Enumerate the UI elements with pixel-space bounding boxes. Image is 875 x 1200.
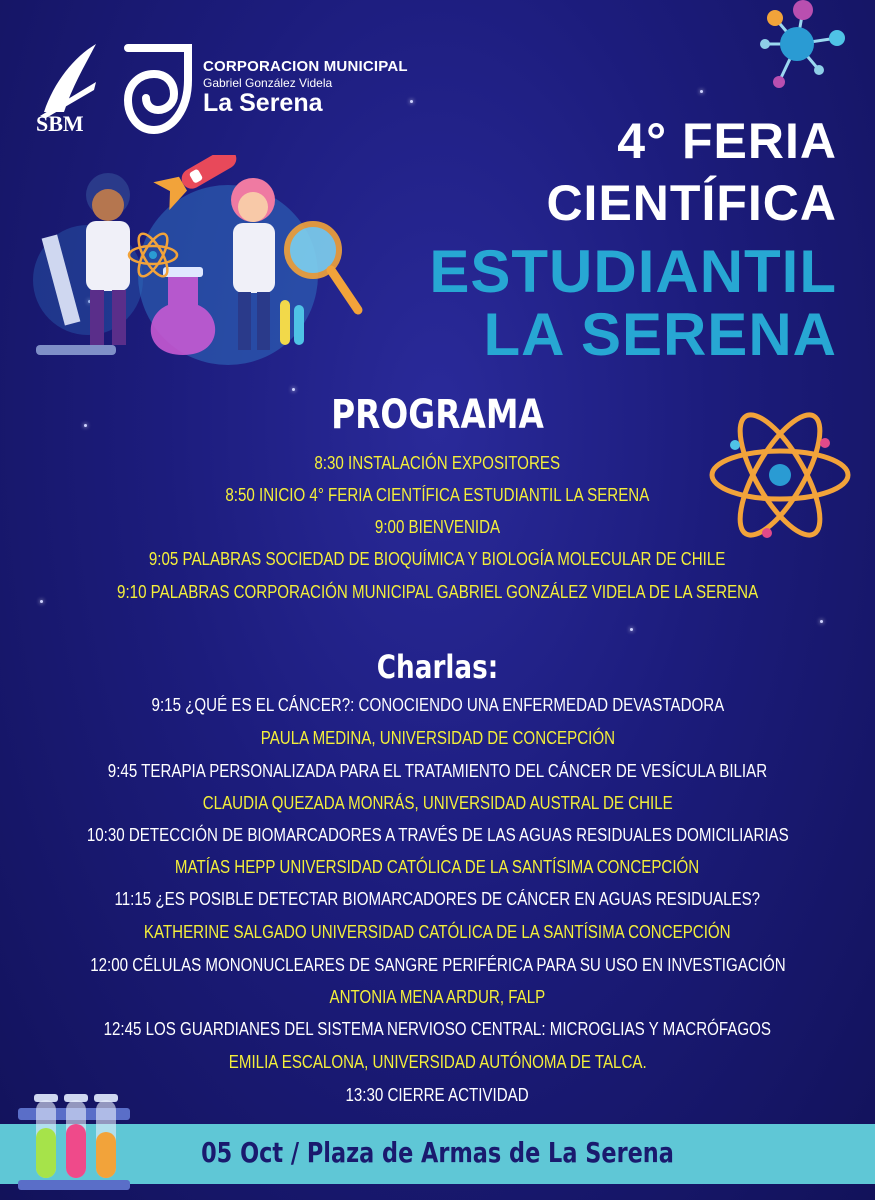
sbm-logo bbox=[34, 42, 98, 134]
program-item bbox=[0, 453, 875, 474]
star-decoration bbox=[820, 620, 823, 623]
program-item bbox=[0, 485, 875, 506]
program-item bbox=[0, 517, 875, 538]
footer-text-label: 05 Oct / Plaza de Armas de La Serena bbox=[201, 1136, 674, 1169]
program-heading: PROGRAMA bbox=[331, 392, 544, 438]
talk-title-text: 9:45 TERAPIA PERSONALIZADA PARA EL TRATAMIENTO DEL CÁNCER DE VESÍCULA BILIAR bbox=[107, 761, 768, 781]
talk-title-text: 10:30 DETECCIÓN DE BIOMARCADORES A TRAVÉS DE LAS AGUAS RESIDUALES DOMICILIARIAS bbox=[86, 825, 789, 845]
program-item-text: 8:30 INSTALACIÓN EXPOSITORES bbox=[314, 453, 561, 473]
talk-speaker-text: PAULA MEDINA, UNIVERSIDAD DE CONCEPCIÓN bbox=[260, 728, 615, 748]
title-line2: CIENTÍFICA bbox=[546, 175, 837, 231]
title-line1: 4° FERIA bbox=[617, 113, 837, 169]
corporacion-line2: Gabriel González Videla bbox=[203, 76, 333, 90]
talk-title-text: 9:15 ¿QUÉ ES EL CÁNCER?: CONOCIENDO UNA ENFERMEDAD DEVASTADORA bbox=[151, 695, 724, 715]
test-tubes-icon bbox=[18, 1088, 130, 1192]
talk-title bbox=[0, 761, 875, 782]
talk-speaker bbox=[0, 922, 875, 943]
program-item-text: 9:00 BIENVENIDA bbox=[374, 517, 501, 537]
closing-text: 13:30 CIERRE ACTIVIDAD bbox=[345, 1085, 530, 1105]
title-line3: ESTUDIANTIL bbox=[429, 238, 837, 305]
talk-speaker bbox=[0, 1052, 875, 1073]
talk-title bbox=[0, 955, 875, 976]
title-line4: LA SERENA bbox=[483, 301, 837, 368]
talk-title bbox=[0, 825, 875, 846]
corporacion-name bbox=[203, 58, 408, 118]
scientists-illustration bbox=[28, 155, 373, 370]
corporacion-logo-icon bbox=[124, 44, 192, 134]
talk-title bbox=[0, 889, 875, 910]
program-item-text: 8:50 INICIO 4° FERIA CIENTÍFICA ESTUDIANTIL LA SERENA bbox=[225, 485, 650, 505]
program-item-text: 9:05 PALABRAS SOCIEDAD DE BIOQUÍMICA Y BIOLOGÍA MOLECULAR DE CHILE bbox=[149, 549, 726, 569]
sbm-logo-text: SBM bbox=[36, 111, 84, 134]
star-decoration bbox=[292, 388, 295, 391]
talk-speaker bbox=[0, 857, 875, 878]
talk-speaker-text: EMILIA ESCALONA, UNIVERSIDAD AUTÓNOMA DE TALCA. bbox=[228, 1052, 647, 1072]
talk-speaker bbox=[0, 987, 875, 1008]
program-item-text: 9:10 PALABRAS CORPORACIÓN MUNICIPAL GABRIEL GONZÁLEZ VIDELA DE LA SERENA bbox=[116, 582, 759, 602]
closing-item bbox=[0, 1085, 875, 1106]
talk-speaker bbox=[0, 728, 875, 749]
corporacion-line1: CORPORACION MUNICIPAL bbox=[203, 58, 408, 75]
star-decoration bbox=[700, 90, 703, 93]
star-decoration bbox=[630, 628, 633, 631]
talks-heading: Charlas: bbox=[376, 648, 499, 686]
talk-title bbox=[0, 695, 875, 716]
talk-title-text: 12:00 CÉLULAS MONONUCLEARES DE SANGRE PERIFÉRICA PARA SU USO EN INVESTIGACIÓN bbox=[89, 955, 786, 975]
corporacion-line3: La Serena bbox=[203, 89, 323, 117]
molecule-icon bbox=[755, 0, 865, 100]
program-item bbox=[0, 582, 875, 603]
talk-title-text: 11:15 ¿ES POSIBLE DETECTAR BIOMARCADORES DE CÁNCER EN AGUAS RESIDUALES? bbox=[114, 889, 761, 909]
talk-speaker-text: CLAUDIA QUEZADA MONRÁS, UNIVERSIDAD AUSTRAL DE CHILE bbox=[202, 793, 673, 813]
talk-speaker-text: ANTONIA MENA ARDUR, FALP bbox=[329, 987, 546, 1007]
talk-speaker-text: KATHERINE SALGADO UNIVERSIDAD CATÓLICA DE LA SANTÍSIMA CONCEPCIÓN bbox=[144, 922, 731, 942]
talk-speaker bbox=[0, 793, 875, 814]
talk-title-text: 12:45 LOS GUARDIANES DEL SISTEMA NERVIOSO CENTRAL: MICROGLIAS Y MACRÓFAGOS bbox=[103, 1019, 772, 1039]
program-item bbox=[0, 549, 875, 570]
talk-speaker-text: MATÍAS HEPP UNIVERSIDAD CATÓLICA DE LA SANTÍSIMA CONCEPCIÓN bbox=[175, 857, 700, 877]
star-decoration bbox=[410, 100, 413, 103]
footer-text bbox=[0, 1136, 875, 1169]
talk-title bbox=[0, 1019, 875, 1040]
